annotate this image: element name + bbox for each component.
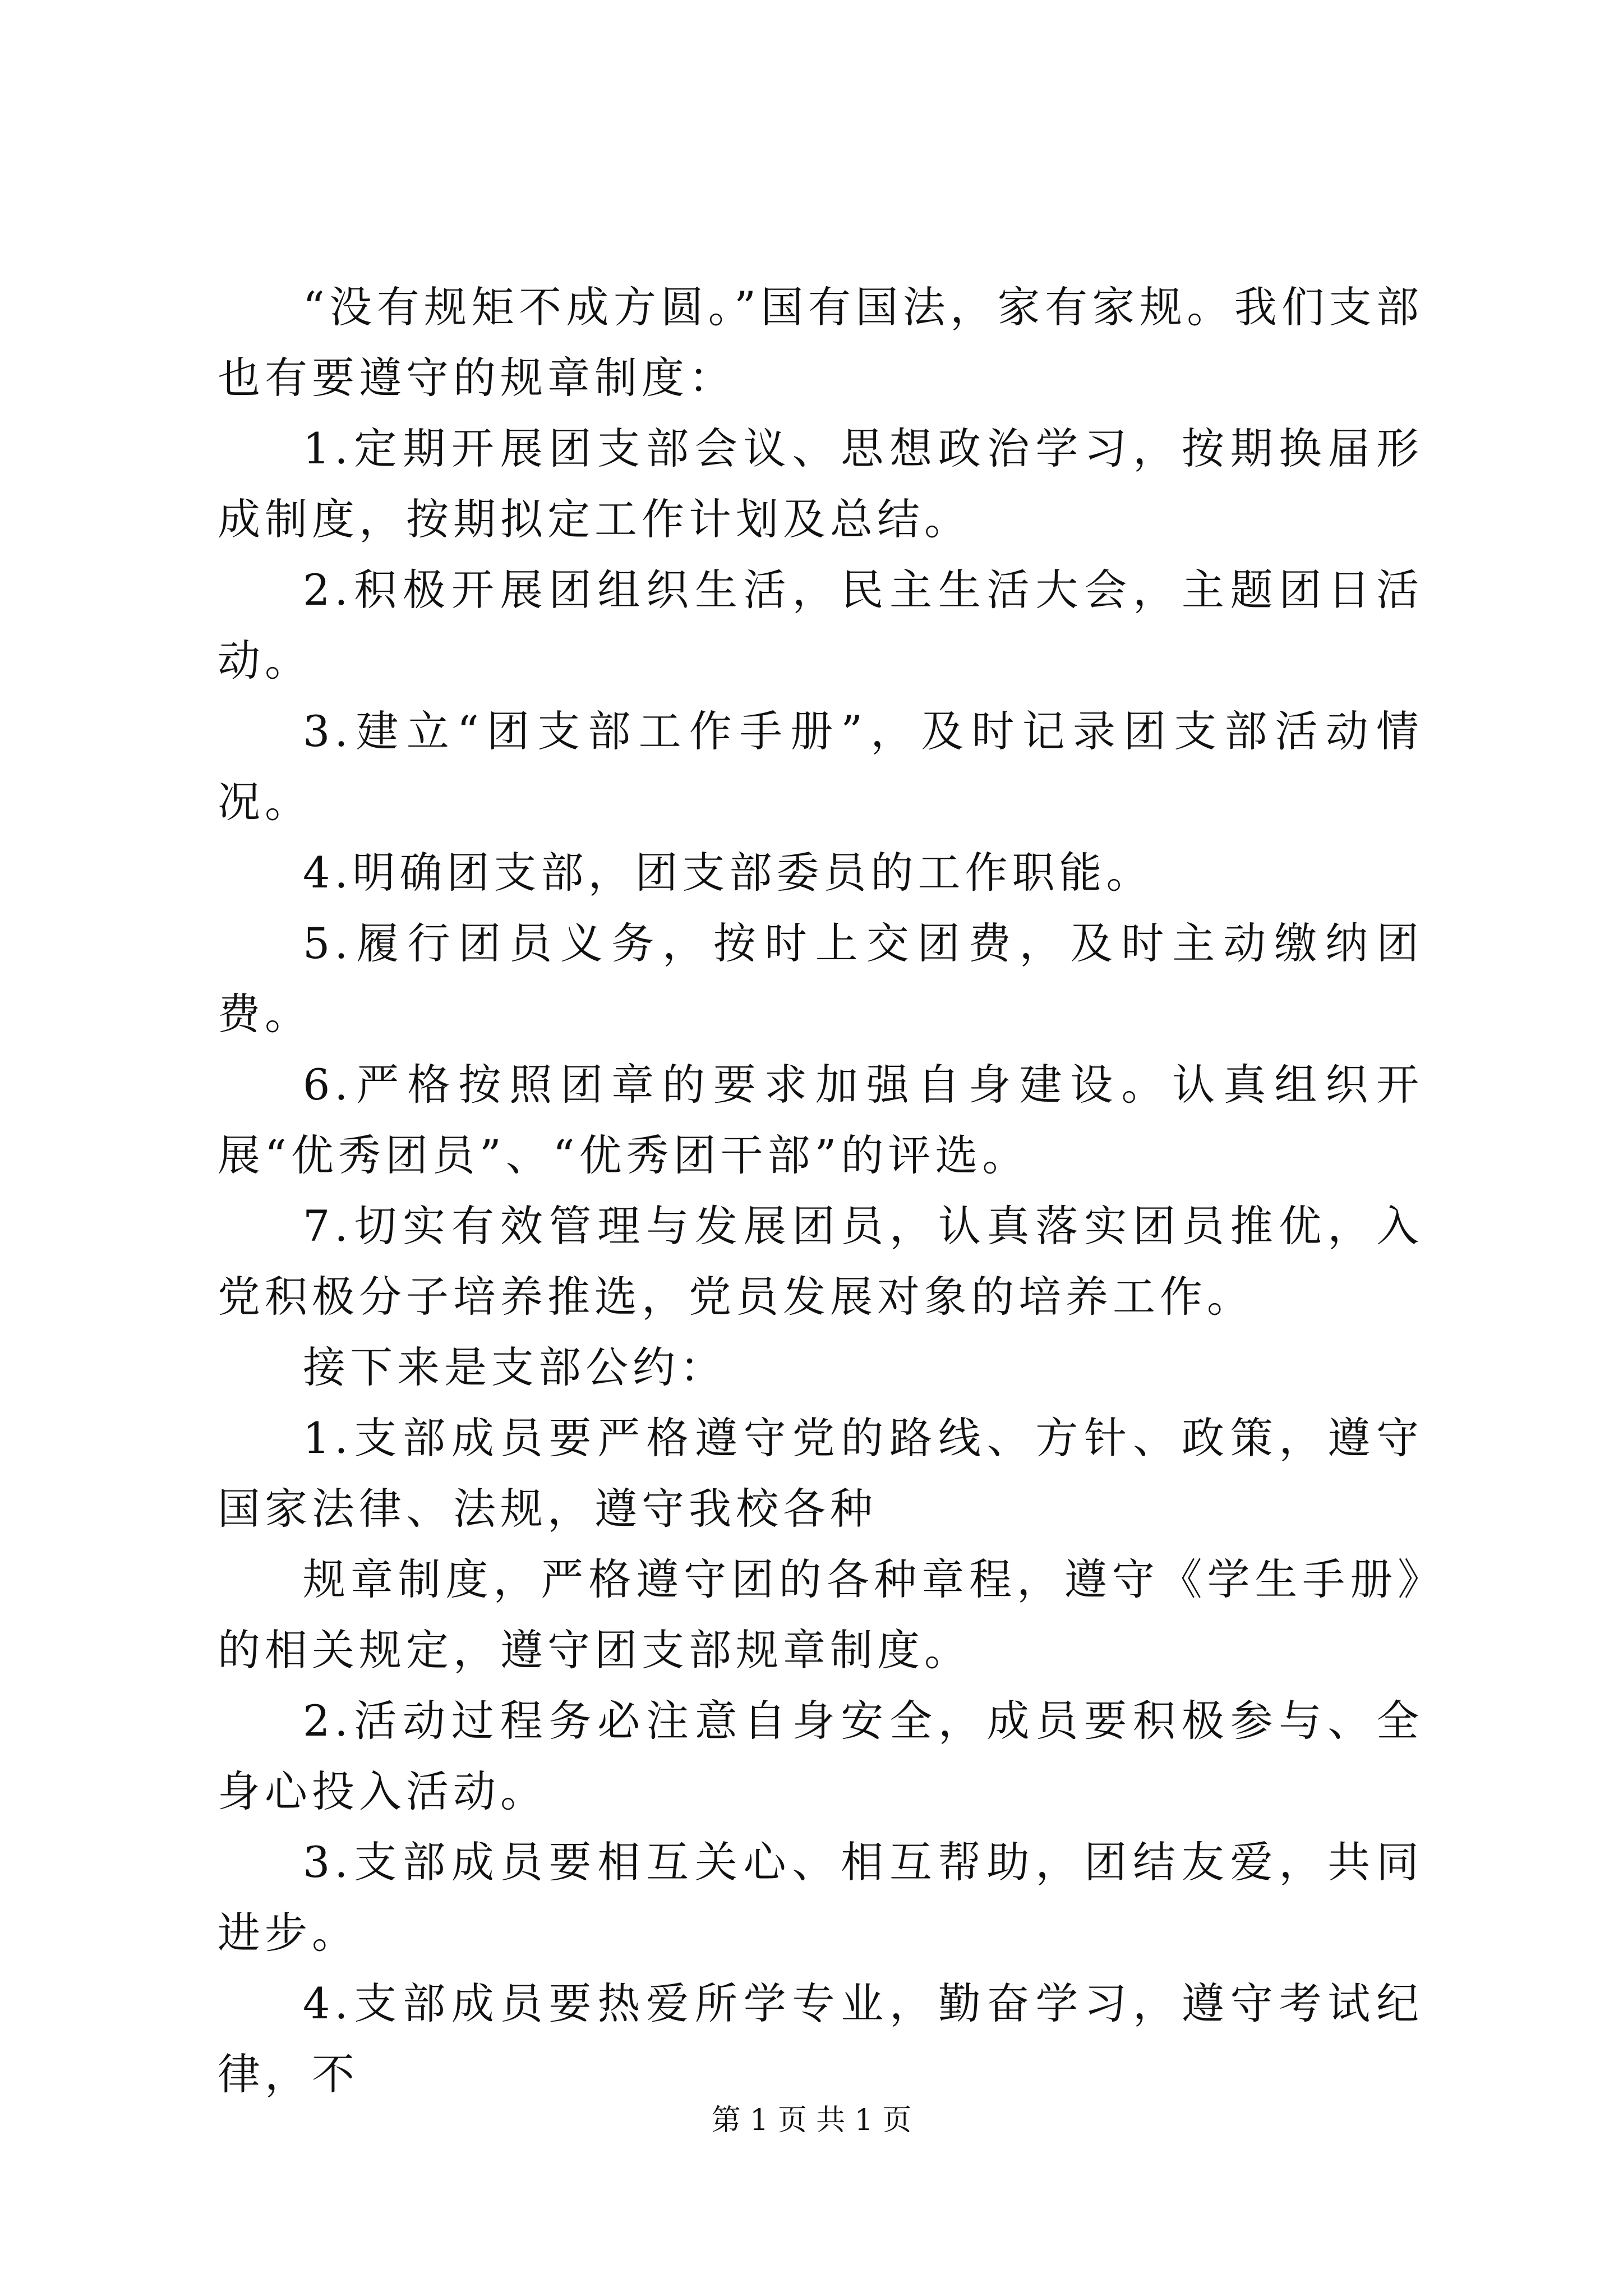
paragraph-convention-2: 2.活动过程务必注意自身安全，成员要积极参与、全身心投入活动。: [218, 1696, 1423, 1816]
paragraph-rule-1: 1.定期开展团支部会议、思想政治学习，按期换届形成制度，按期拟定工作计划及总结。: [218, 424, 1423, 544]
paragraph-convention-3: 3.支部成员要相互关心、相互帮助，团结友爱，共同进步。: [218, 1837, 1423, 1958]
page-footer: 第 1 页 共 1 页: [711, 2104, 912, 2137]
paragraph-rule-4: 4.明确团支部，团支部委员的工作职能。: [303, 848, 1154, 898]
paragraph-intro: “没有规矩不成方圆。”国有国法，家有家规。我们支部也有要遵守的规章制度：: [218, 282, 1423, 403]
paragraph-rule-5: 5.履行团员义务，按时上交团费，及时主动缴纳团费。: [218, 918, 1423, 1039]
paragraph-convention-4: 4.支部成员要热爱所学专业，勤奋学习，遵守考试纪律，不: [218, 1978, 1423, 2099]
paragraph-rule-3: 3.建立“团支部工作手册”，及时记录团支部活动情况。: [218, 706, 1423, 827]
paragraph-rule-6: 6.严格按照团章的要求加强自身建设。认真组织开展“优秀团员”、“优秀团干部”的评选。: [218, 1060, 1423, 1180]
document-body: [218, 272, 1423, 2110]
paragraph-rule-7: 7.切实有效管理与发展团员，认真落实团员推优，入党积极分子培养推选，党员发展对象的培养工作。: [218, 1201, 1423, 1322]
paragraph-convention-1: 1.支部成员要严格遵守党的路线、方针、政策，遵守国家法律、法规，遵守我校各种: [218, 1413, 1423, 1534]
paragraph-convention-1-cont: 规章制度，严格遵守团的各种章程，遵守《学生手册》的相关规定，遵守团支部规章制度。: [218, 1554, 1423, 1675]
paragraph-convention-heading: 接下来是支部公约：: [303, 1342, 727, 1392]
paragraph-rule-2: 2.积极开展团组织生活，民主生活大会，主题团日活动。: [218, 565, 1423, 685]
